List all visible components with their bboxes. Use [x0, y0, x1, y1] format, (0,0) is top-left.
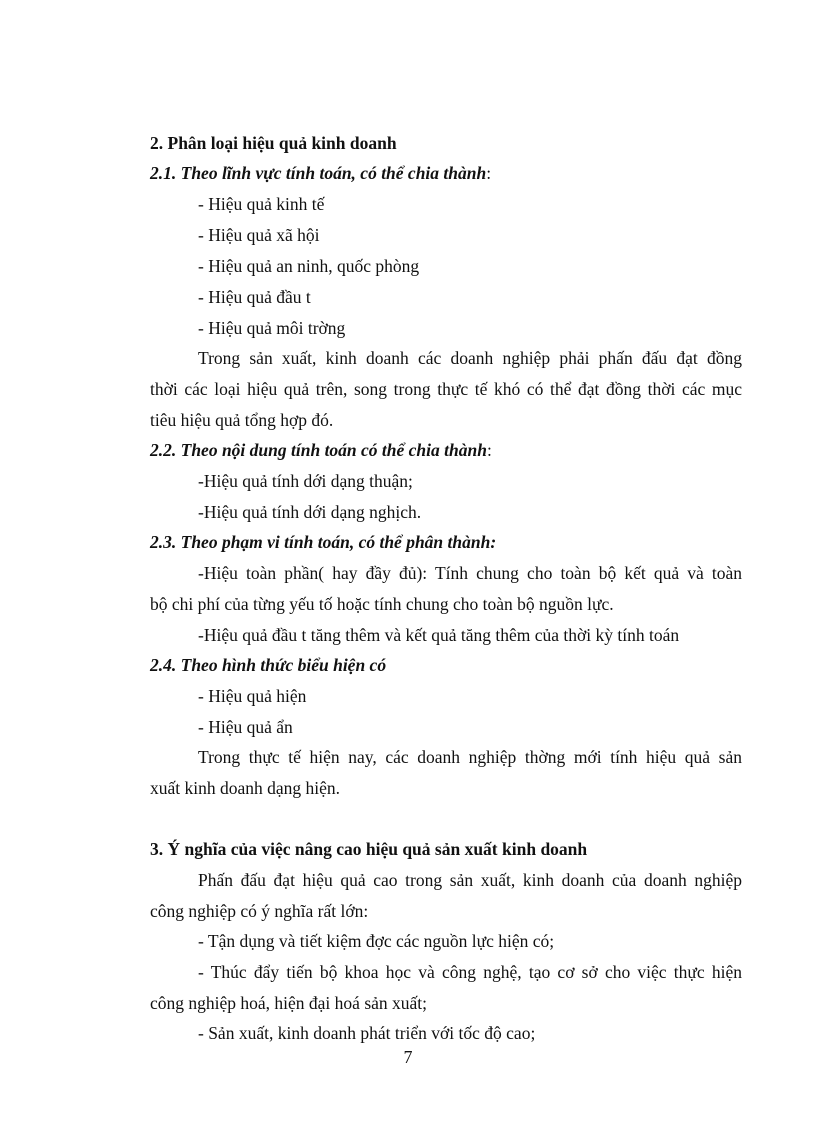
paragraph-line: tiêu hiệu quả tổng hợp đó. [150, 410, 334, 430]
list-item: - Hiệu quả xã hội [198, 225, 320, 245]
paragraph-line: thời các loại hiệu quả trên, song trong thực tế khó có thể đạt đồng thời các mục [150, 379, 742, 399]
list-item: - Thúc đẩy tiến bộ khoa học và công nghệ, tạo cơ sở cho việc thực hiện [198, 962, 742, 982]
list-item: - Sản xuất, kinh doanh phát triển với tốc độ cao; [198, 1023, 536, 1043]
list-item: - Hiệu quả hiện [198, 686, 307, 706]
subsection-2-3-title: 2.3. Theo phạm vi tính toán, có thể phân thành: [150, 532, 497, 552]
list-item: - Hiệu quả đầu t [198, 287, 311, 307]
paragraph-line: xuất kinh doanh dạng hiện. [150, 778, 341, 798]
list-item: -Hiệu quả tính dới dạng nghịch. [198, 502, 422, 522]
list-item: - Hiệu quả môi trờng [198, 318, 346, 338]
paragraph-line: công nghiệp có ý nghĩa rất lớn: [150, 901, 369, 921]
subsection-2-2-colon: : [486, 440, 492, 460]
list-item: -Hiệu quả tính dới dạng thuận; [198, 471, 413, 491]
subsection-2-4-title: 2.4. Theo hình thức biểu hiện có [150, 655, 387, 675]
paragraph-line: Trong thực tế hiện nay, các doanh nghiệp thờng mới tính hiệu quả sản [198, 747, 742, 767]
subsection-2-2-title [150, 439, 742, 461]
page-number: 7 [403, 1047, 413, 1067]
paragraph-line: Phấn đấu đạt hiệu quả cao trong sản xuất, kinh doanh của doanh nghiệp [198, 870, 742, 890]
list-item: - Hiệu quả ẩn [198, 717, 293, 737]
subsection-2-2-label: 2.2. Theo nội dung tính toán có thể chia thành [150, 440, 487, 460]
subsection-2-1-label: 2.1. Theo lĩnh vực tính toán, có thể chia thành [150, 163, 487, 183]
list-item: - Tận dụng và tiết kiệm đợc các nguồn lực hiện có; [198, 931, 555, 951]
paragraph-line: Trong sản xuất, kinh doanh các doanh nghiệp phải phấn đấu đạt đồng [198, 348, 742, 368]
paragraph-line: bộ chi phí của từng yếu tố hoặc tính chung cho toàn bộ nguồn lực. [150, 594, 614, 614]
section-2-heading: 2. Phân loại hiệu quả kinh doanh [150, 133, 397, 153]
paragraph-line: -Hiệu quả đầu t tăng thêm và kết quả tăng thêm của thời kỳ tính toán [198, 625, 680, 645]
paragraph-line: -Hiệu toàn phần( hay đầy đủ): Tính chung cho toàn bộ kết quả và toàn [198, 563, 742, 583]
list-item: - Hiệu quả kinh tế [198, 194, 325, 214]
section-3-heading: 3. Ý nghĩa của việc nâng cao hiệu quả sản xuất kinh doanh [150, 839, 588, 859]
subsection-2-1-colon: : [486, 163, 492, 183]
list-item: - Hiệu quả an ninh, quốc phòng [198, 256, 420, 276]
list-item-continuation: công nghiệp hoá, hiện đại hoá sản xuất; [150, 993, 428, 1013]
subsection-2-1-title [150, 162, 742, 184]
